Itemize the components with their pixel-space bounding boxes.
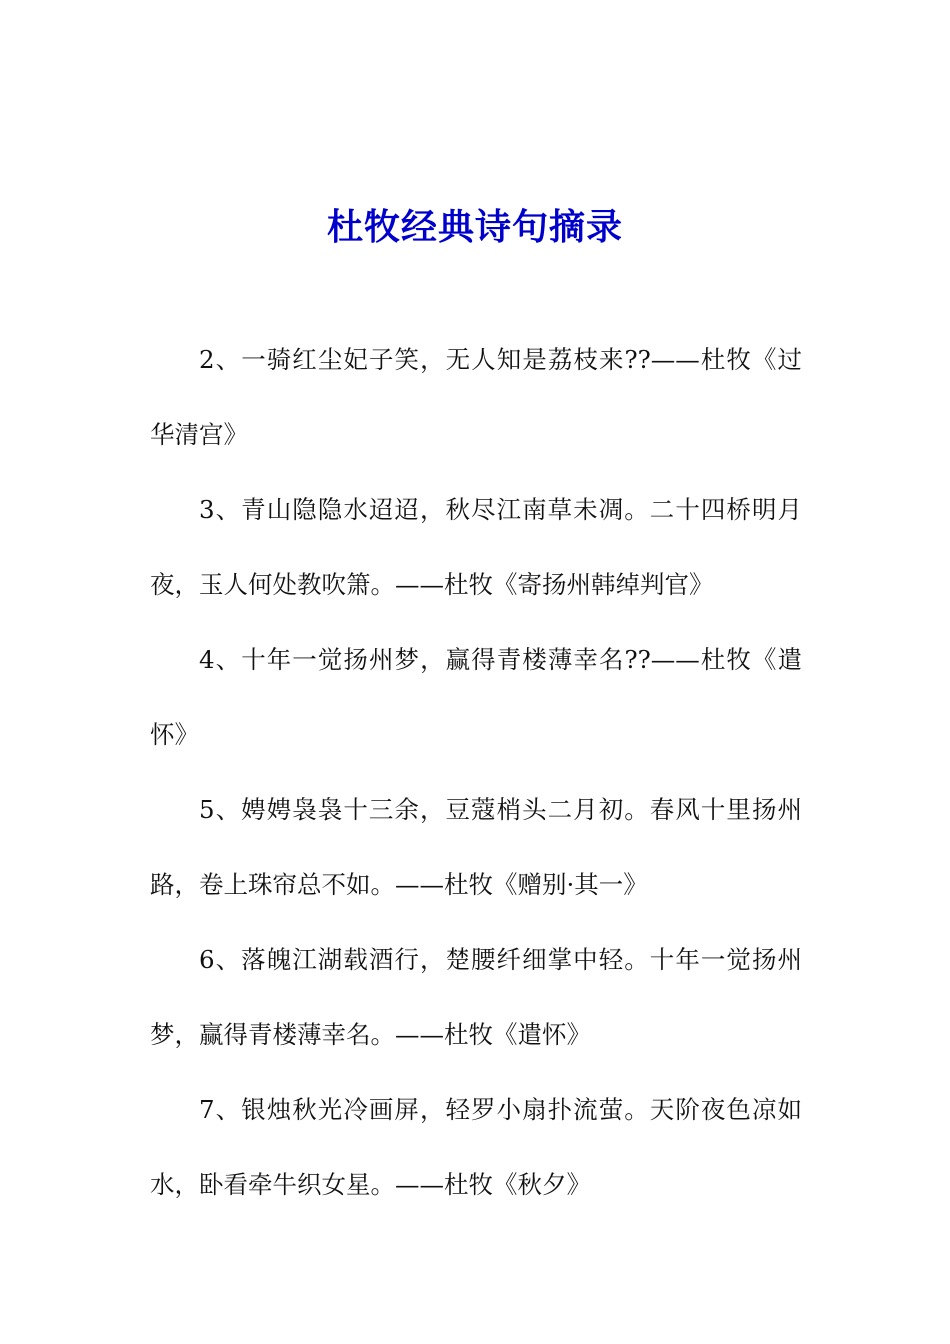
page-title: 杜牧经典诗句摘录	[326, 206, 623, 249]
paragraph-poem-3: 3、青山隐隐水迢迢，秋尽江南草未凋。二十四桥明月夜，玉人何处教吹箫。——杜牧《寄扬州韩绰判官》	[150, 495, 802, 599]
paragraph-poem-2: 2、一骑红尘妃子笑，无人知是荔枝来??——杜牧《过华清宫》	[150, 345, 802, 449]
paragraph-poem-6: 6、落魄江湖载酒行，楚腰纤细掌中轻。十年一觉扬州梦，赢得青楼薄幸名。——杜牧《遣怀》	[150, 945, 802, 1049]
paragraph-poem-7: 7、银烛秋光冷画屏，轻罗小扇扑流萤。天阶夜色凉如水，卧看牵牛织女星。——杜牧《秋夕》	[150, 1095, 802, 1199]
paragraph-poem-4: 4、十年一觉扬州梦，赢得青楼薄幸名??——杜牧《遣怀》	[150, 645, 802, 749]
paragraph-poem-5: 5、娉娉袅袅十三余，豆蔻梢头二月初。春风十里扬州路，卷上珠帘总不如。——杜牧《赠别·其一》	[150, 795, 802, 899]
document-body	[150, 322, 802, 1222]
